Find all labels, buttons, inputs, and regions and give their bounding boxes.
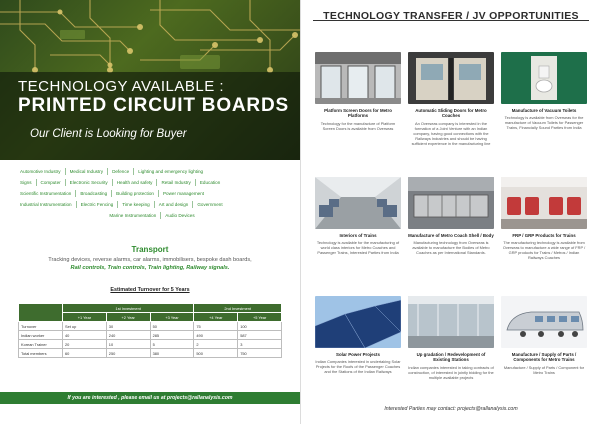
transport-body: Tracking devices, reverse alarms, car alarms, immobilisers, bespoke dash boards, xyxy=(48,257,252,263)
transport-heading: Transport xyxy=(131,245,169,254)
table-corner-cell xyxy=(19,304,63,322)
industry-tag: Electronic Security xyxy=(66,179,113,186)
turnover-table xyxy=(18,303,282,358)
opportunities-title: TECHNOLOGY TRANSFER / JV OPPORTUNITIES xyxy=(323,10,579,22)
solar-panels-photo xyxy=(315,296,401,348)
table-cell: 750 xyxy=(238,349,282,358)
table-cell: 60 xyxy=(63,349,107,358)
table-column-header: +4 Year xyxy=(194,313,238,322)
table-cell: 40 xyxy=(63,331,107,340)
table-row xyxy=(19,340,282,349)
title-divider xyxy=(313,20,589,21)
metro-sliding-doors-photo xyxy=(408,52,494,104)
industry-tag: Broadcasting xyxy=(76,190,112,197)
hero-title-line2: PRINTED CIRCUIT BOARDS xyxy=(18,95,289,116)
table-cell: 5 xyxy=(150,340,194,349)
table-group-header: 2nd Investment xyxy=(194,304,282,313)
industry-tag: Marine Instrumentation xyxy=(105,212,161,219)
industry-tag: Lighting and emergency lighting xyxy=(138,169,204,174)
industry-tag: Time keeping xyxy=(118,201,154,208)
table-header-row xyxy=(19,304,282,313)
table-cell: 50 xyxy=(150,322,194,331)
table-cell: 250 xyxy=(106,349,150,358)
table-cell: Set up xyxy=(63,322,107,331)
table-cell: 380 xyxy=(150,349,194,358)
opportunity-card xyxy=(315,296,401,374)
industry-tag: Automotive Industry xyxy=(16,168,66,175)
card-title: Automatic Sliding Doors for Metro Coaches xyxy=(415,108,487,119)
card-description: Technology is available from Overseas for the manufacture of Vacuum Toilets for Passenger Trains, Financially Sound Parties from India xyxy=(504,115,584,131)
table-row-label: Turnover xyxy=(19,322,63,331)
industry-tag: Education xyxy=(199,180,221,185)
opportunity-card xyxy=(408,52,494,146)
transport-highlight: Rail controls, Train controls, Train lighting, Railway signals. xyxy=(70,265,230,271)
industry-tag: Electric Fencing xyxy=(77,201,119,208)
table-cell: 500 xyxy=(194,349,238,358)
table-cell: 30 xyxy=(106,322,150,331)
table-cell: 587 xyxy=(238,331,282,340)
hero-title-line1: TECHNOLOGY AVAILABLE : xyxy=(18,78,225,95)
table-row-label: Korean Trainer xyxy=(19,340,63,349)
hero-banner xyxy=(0,0,300,160)
table-cell: 240 xyxy=(106,331,150,340)
table-cell: 285 xyxy=(150,331,194,340)
contact-email-banner[interactable]: If you are interested , please email us at projects@rallanalysis.com xyxy=(0,392,300,404)
table-column-header: +3 Year xyxy=(150,313,194,322)
industry-tag: Government xyxy=(197,202,223,207)
card-title: Manufacture of Vacuum Toilets xyxy=(511,108,577,113)
train-interior-photo xyxy=(315,177,401,229)
card-title: Platform Screen Doors for Metro Platforms xyxy=(324,108,392,119)
tag-row xyxy=(16,190,288,197)
turnover-table-title: Estimated Turnover for 5 Years xyxy=(110,287,190,293)
contact-footer[interactable]: Interested Parties may contact: projects@rallanalysis.com xyxy=(384,406,518,412)
card-description: An Overseas company is interested in the formation of a Joint Venture with an Indian company, having good connections with the Railways Industries and should be having sufficient experience in the manufacturing line xyxy=(411,120,491,146)
table-cell: 2 xyxy=(194,340,238,349)
tag-row xyxy=(16,168,288,175)
platform-screen-doors-photo xyxy=(315,52,401,104)
table-cell: 10 xyxy=(106,340,150,349)
card-description: The manufacturing technology is available from Overseas to manufacture a wide range of FRP / GRP products for Trains / Metros / Indian Railways Coaches xyxy=(502,240,586,261)
opportunity-card xyxy=(501,52,587,130)
table-cell: 3 xyxy=(238,340,282,349)
brochure-right-page xyxy=(300,0,600,424)
opportunity-card xyxy=(315,177,401,255)
industry-tag: Defence xyxy=(108,168,134,175)
opportunity-card xyxy=(408,177,494,255)
card-title: FRP / GRP Products for Trains xyxy=(512,233,576,238)
table-column-header: +5 Year xyxy=(238,313,282,322)
opportunity-card xyxy=(315,52,401,131)
industry-tag: Signs xyxy=(16,179,37,186)
card-title: Manufacture / Supply of Parts / Components for Metro Trains xyxy=(511,352,577,363)
table-column-header: +1 Year xyxy=(63,313,107,322)
industry-tags xyxy=(16,168,288,223)
opportunity-card xyxy=(501,296,587,375)
hero-subtitle: Our Client is Looking for Buyer xyxy=(30,128,187,140)
vacuum-toilet-photo xyxy=(501,52,587,104)
card-title: Solar Power Projects xyxy=(336,352,380,357)
industry-tag: Scientific Instrumentation xyxy=(16,190,76,197)
transport-section xyxy=(0,245,300,271)
industry-tag: Industrial Instrumentation xyxy=(16,201,77,208)
coach-shell-photo xyxy=(408,177,494,229)
card-description: Technology is available for the manufacturing of world class interiors for Metro Coaches and Passenger Trains, Interested Parties from India xyxy=(316,240,400,256)
industry-tag: Medical Industry xyxy=(66,168,108,175)
card-description: Indian companies interested in taking contracts of construction, of interested in jointly bidding for the multiple available projects xyxy=(408,364,494,380)
table-group-header: 1st Investment xyxy=(63,304,194,313)
station-photo xyxy=(408,296,494,348)
card-description: Technology for the manufacture of Platform Screen Doors is available from Overseas xyxy=(320,120,396,131)
table-cell: 100 xyxy=(238,322,282,331)
industry-tag: Retail Industry xyxy=(157,179,195,186)
opportunity-card xyxy=(408,296,494,380)
industry-tag: Health and safety xyxy=(113,179,158,186)
tag-row xyxy=(16,179,288,186)
table-row xyxy=(19,331,282,340)
card-title: Manufacture of Metro Coach Shell / Body xyxy=(408,233,494,238)
table-row-label: Total members xyxy=(19,349,63,358)
table-cell: 75 xyxy=(194,322,238,331)
table-row-label: Indian worker xyxy=(19,331,63,340)
industry-tag: Computer xyxy=(37,179,66,186)
table-cell: 490 xyxy=(194,331,238,340)
industry-tag: Art and design xyxy=(155,201,194,208)
table-column-header: +2 Year xyxy=(106,313,150,322)
card-description: Manufacture / Supply of Parts / Component for Metro Trains xyxy=(503,364,585,375)
industry-tag: Audio Devices xyxy=(165,213,195,218)
industry-tag: Building protection xyxy=(112,190,159,197)
table-row xyxy=(19,322,282,331)
table-cell: 20 xyxy=(63,340,107,349)
industry-tag: Power management xyxy=(162,191,205,196)
card-description: Manufacturing technology from Overseas is available to manufacture the Bodies of Metro Coaches as per International Standards. xyxy=(412,240,490,256)
opportunity-card xyxy=(501,177,587,260)
frp-seats-photo xyxy=(501,177,587,229)
metro-train-parts-photo xyxy=(501,296,587,348)
tag-row xyxy=(16,212,288,219)
tag-row xyxy=(16,201,288,208)
card-description: Indian Companies interested in undertaking Solar Projects for the Roofs of the Passenger Coaches and the Stations of the Indian Railways xyxy=(315,359,401,375)
card-title: Up gradation / Redevelopment of Existing Stations xyxy=(416,352,486,363)
table-row xyxy=(19,349,282,358)
card-title: Interiors of Trains xyxy=(339,233,377,238)
